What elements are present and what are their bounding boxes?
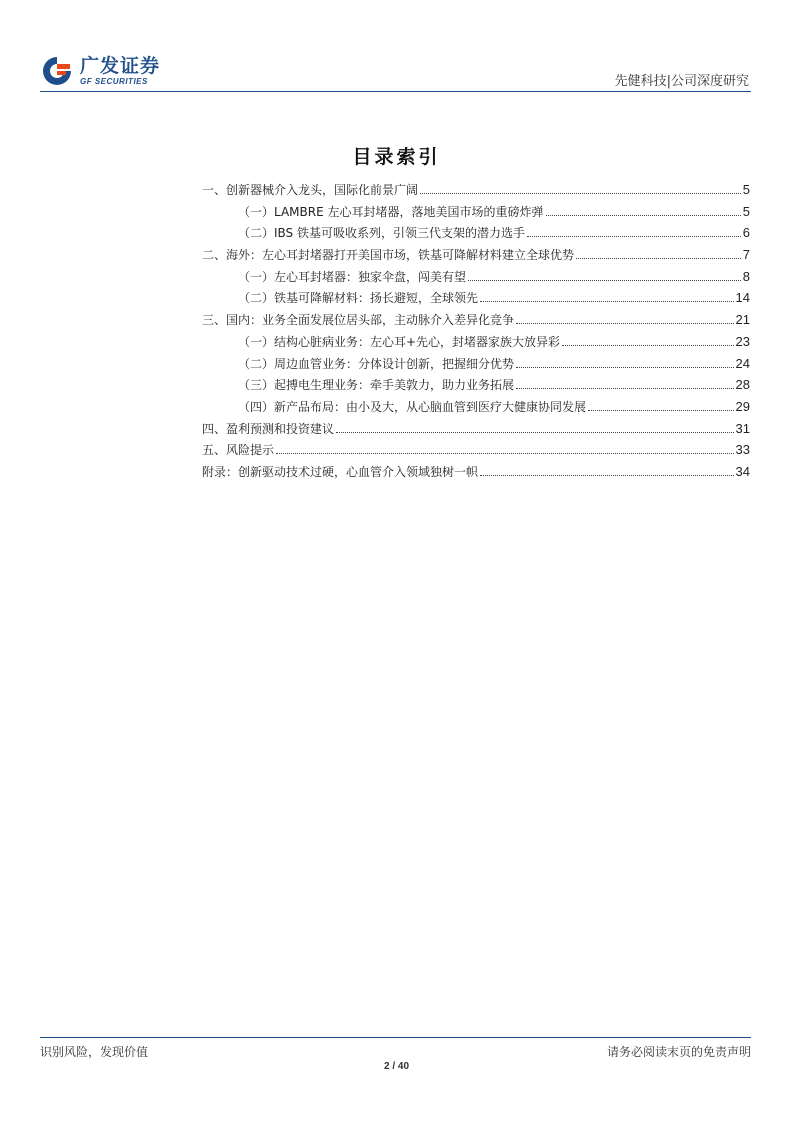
toc-leader-dots <box>562 345 733 346</box>
toc-entry-title: （二）铁基可降解材料：扬长避短，全球领先 <box>238 291 479 306</box>
toc-entry[interactable] <box>202 224 750 246</box>
company-logo <box>40 54 160 88</box>
toc-entry-page: 7 <box>742 247 750 263</box>
toc-entry-page: 21 <box>735 312 750 328</box>
toc-leader-dots <box>588 410 734 411</box>
toc-entry[interactable] <box>202 398 750 420</box>
toc-entry-title: （二）IBS 铁基可吸收系列，引领三代支架的潜力选手 <box>238 226 525 241</box>
header-divider <box>40 91 751 92</box>
toc-leader-dots <box>516 323 734 324</box>
toc-entry-page: 8 <box>742 268 750 284</box>
toc-leader-dots <box>516 367 734 368</box>
report-section-label: 先健科技|公司深度研究 <box>614 74 749 89</box>
toc-entry-page: 5 <box>742 203 750 219</box>
toc-entry-title: （一）结构心脏病业务：左心耳+先心，封堵器家族大放异彩 <box>238 334 561 349</box>
toc-entry-title: （三）起搏电生理业务：牵手美敦力，助力业务拓展 <box>238 378 515 393</box>
toc-entry-page: 29 <box>735 398 750 414</box>
toc-entry-title: 附录：创新驱动技术过硬，心血管介入领域独树一帜 <box>202 464 479 479</box>
toc-entry[interactable] <box>202 355 750 377</box>
toc-entry-page: 5 <box>742 182 750 197</box>
toc-leader-dots <box>420 193 741 194</box>
toc-leader-dots <box>576 258 741 259</box>
toc-entry-title: 二、海外：左心耳封堵器打开美国市场，铁基可降解材料建立全球优势 <box>202 248 575 263</box>
toc-entry-title: 三、国内：业务全面发展位居头部，主动脉介入差异化竞争 <box>202 313 515 328</box>
gf-logo-icon <box>40 54 74 88</box>
toc-entry-title: 四、盈利预测和投资建议 <box>202 421 335 436</box>
toc-entry[interactable] <box>202 441 750 463</box>
footer-slogan: 识别风险，发现价值 <box>40 1045 149 1059</box>
toc-leader-dots <box>516 388 734 389</box>
toc-entry-page: 14 <box>735 290 750 306</box>
toc-leader-dots <box>468 280 741 281</box>
page-header <box>40 52 751 92</box>
toc-leader-dots <box>480 301 734 302</box>
toc-entry-title: 一、创新器械介入龙头，国际化前景广阔 <box>202 183 419 197</box>
page-number: 2 / 40 <box>383 1061 410 1072</box>
footer-disclaimer: 请务必阅读末页的免责声明 <box>606 1045 751 1059</box>
toc-entry-page: 24 <box>735 355 750 371</box>
toc-leader-dots <box>546 215 741 216</box>
toc-leader-dots <box>336 432 734 433</box>
toc-entry[interactable] <box>202 463 750 485</box>
logo-chinese-name: 广发证券 <box>80 55 161 77</box>
toc-entry-title: （二）周边血管业务：分体设计创新，把握细分优势 <box>238 356 515 371</box>
toc-entry[interactable] <box>202 311 750 333</box>
toc-entry-title: （一）LAMBRE 左心耳封堵器，落地美国市场的重磅炸弹 <box>238 204 544 219</box>
toc-leader-dots <box>527 236 741 237</box>
toc-entry-page: 34 <box>735 463 750 479</box>
toc-entry-title: （四）新产品布局：由小及大，从心脑血管到医疗大健康协同发展 <box>238 399 587 414</box>
toc-leader-dots <box>276 453 734 454</box>
toc-leader-dots <box>480 475 734 476</box>
toc-entry[interactable] <box>202 181 750 203</box>
toc-entry-page: 31 <box>735 420 750 436</box>
toc-entry-title: 五、风险提示 <box>202 443 275 458</box>
toc-title: 目录索引 <box>352 146 441 168</box>
toc-entry[interactable] <box>202 268 750 290</box>
logo-english-name: GF SECURITIES <box>80 77 148 86</box>
toc-entry-page: 28 <box>735 377 750 393</box>
toc-entry[interactable] <box>202 289 750 311</box>
toc-entry[interactable] <box>202 333 750 355</box>
toc-entry-title: （一）左心耳封堵器：独家伞盘，闯美有望 <box>238 269 467 284</box>
toc-entry-page: 6 <box>742 225 750 241</box>
toc-entry-page: 23 <box>735 333 750 349</box>
toc-entry-page: 33 <box>735 442 750 458</box>
footer-divider <box>40 1037 751 1038</box>
toc-entry[interactable] <box>202 420 750 442</box>
toc-entry[interactable] <box>202 203 750 225</box>
table-of-contents <box>202 181 750 485</box>
toc-entry[interactable] <box>202 246 750 268</box>
toc-entry[interactable] <box>202 376 750 398</box>
